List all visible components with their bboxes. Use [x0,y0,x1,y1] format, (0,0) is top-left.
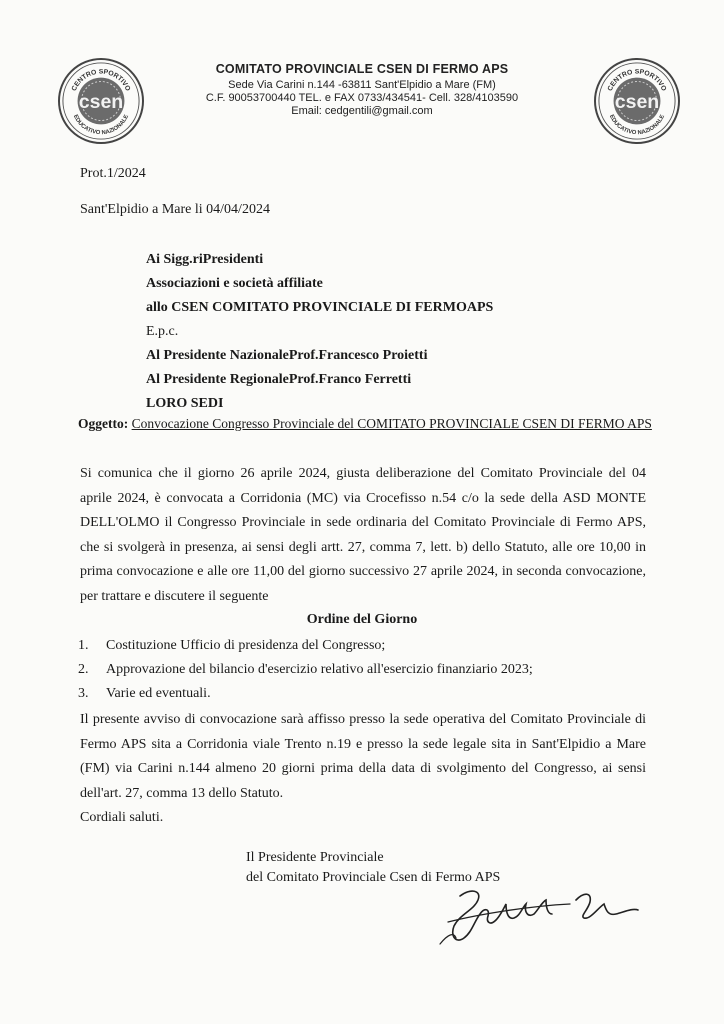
logo-mark: csen [614,90,660,113]
csen-emblem-icon [596,59,678,143]
body-paragraph [80,462,646,609]
notice-line: Fermo APS sita a Corridonia viale Trento n.19 e presso la sede legale sita in Sant'Elpidio a Mare [80,736,646,752]
recipient-line: LORO SEDI [146,396,224,411]
logo-text-bottom: EDUCATIVO NAZIONALE [71,113,131,137]
letterhead [160,62,564,118]
letterhead-title: COMITATO PROVINCIALE CSEN DI FERMO APS [215,62,509,76]
notice-line: (FM) via Carini n.144 almeno 20 giorni prima della data di svolgimento del Congresso, ai sensi [80,761,646,776]
logo-text-bottom: EDUCATIVO NAZIONALE [607,113,667,137]
notice-line: Il presente avviso di convocazione sarà affisso presso la sede operativa del Comitato Provinciale di [80,712,646,727]
letterhead-contacts: C.F. 90053700440 TEL. e FAX 0733/434541- Cell. 328/4103590 [205,92,519,104]
agenda-item [78,634,648,658]
agenda-item-number: 3. [78,686,89,701]
agenda-item-text: Costituzione Ufficio di presidenza del Congresso; [106,638,386,653]
notice-line: dell'art. 27, comma 13 dello Statuto. [80,785,284,801]
body-line: prima convocazione e alle ore 11,00 del giorno successivo 27 aprile 2024, in seconda convocazione, [80,564,646,579]
agenda-item-text: Varie ed eventuali. [106,686,211,701]
signature-organization: del Comitato Provinciale Csen di Fermo APS [246,870,501,885]
subject-text: Convocazione Congresso Provinciale del COMITATO PROVINCIALE CSEN DI FERMO APS [131,416,652,431]
recipient-line: Ai Sigg.riPresidenti [146,252,264,267]
csen-logo-right [594,58,680,144]
recipient-line: Al Presidente NazionaleProf.Francesco Proietti [146,348,428,363]
recipient-line: E.p.c. [146,324,179,339]
notice-paragraph [80,708,646,831]
agenda-item [78,682,648,706]
agenda-item-number: 2. [78,662,89,677]
agenda-item-text: Approvazione del bilancio d'esercizio relativo all'esercizio finanziario 2023; [106,662,533,677]
subject-label: Oggetto [78,416,124,431]
handwritten-signature-icon [420,878,650,958]
body-line: Si comunica che il giorno 26 aprile 2024, giusta deliberazione del Comitato Provinciale del 04 [80,466,646,481]
body-line: DELL'OLMO il Congresso Provinciale in sede ordinaria del Comitato Provinciale di Fermo APS, [80,515,646,530]
logo-mark: csen [78,90,124,113]
logo-text-top: CENTRO SPORTIVO [70,68,132,93]
recipient-line: Associazioni e società affiliate [146,276,323,291]
letterhead-address: Sede Via Carini n.144 -63811 Sant'Elpidio a Mare (FM) [228,79,496,91]
body-line: aprile 2024, è convocata a Corridonia (MC) via Crocefisso n.54 c/o la sede della ASD MONTE [80,490,646,506]
recipient-line: Al Presidente RegionaleProf.Franco Ferretti [146,372,412,387]
csen-emblem-icon [60,59,142,143]
logo-text-top: CENTRO SPORTIVO [606,68,668,93]
letterhead-email: Email: cedgentili@gmail.com [291,105,433,117]
agenda-item [78,658,648,682]
signature-title: Il Presidente Provinciale [246,850,384,865]
recipients-block [146,248,646,416]
place-date: Sant'Elpidio a Mare li 04/04/2024 [80,202,270,217]
agenda-list [78,634,648,706]
recipient-line: allo CSEN COMITATO PROVINCIALE DI FERMOAPS [146,300,494,315]
body-line: che si svolgerà in presenza, ai sensi degli artt. 27, comma 7, lett. b) dello Statuto, alle ore 10,00 in [80,539,646,555]
agenda-title: Ordine del Giorno [306,612,418,627]
csen-logo-left [58,58,144,144]
protocol-number: Prot.1/2024 [80,166,146,181]
agenda-item-number: 1. [78,638,89,653]
closing-greeting: Cordiali saluti. [80,810,164,825]
body-line: per trattare e discutere il seguente [80,588,269,604]
subject-line: Oggetto: Convocazione Congresso Provinciale del COMITATO PROVINCIALE CSEN DI FERMO APS [78,416,652,431]
